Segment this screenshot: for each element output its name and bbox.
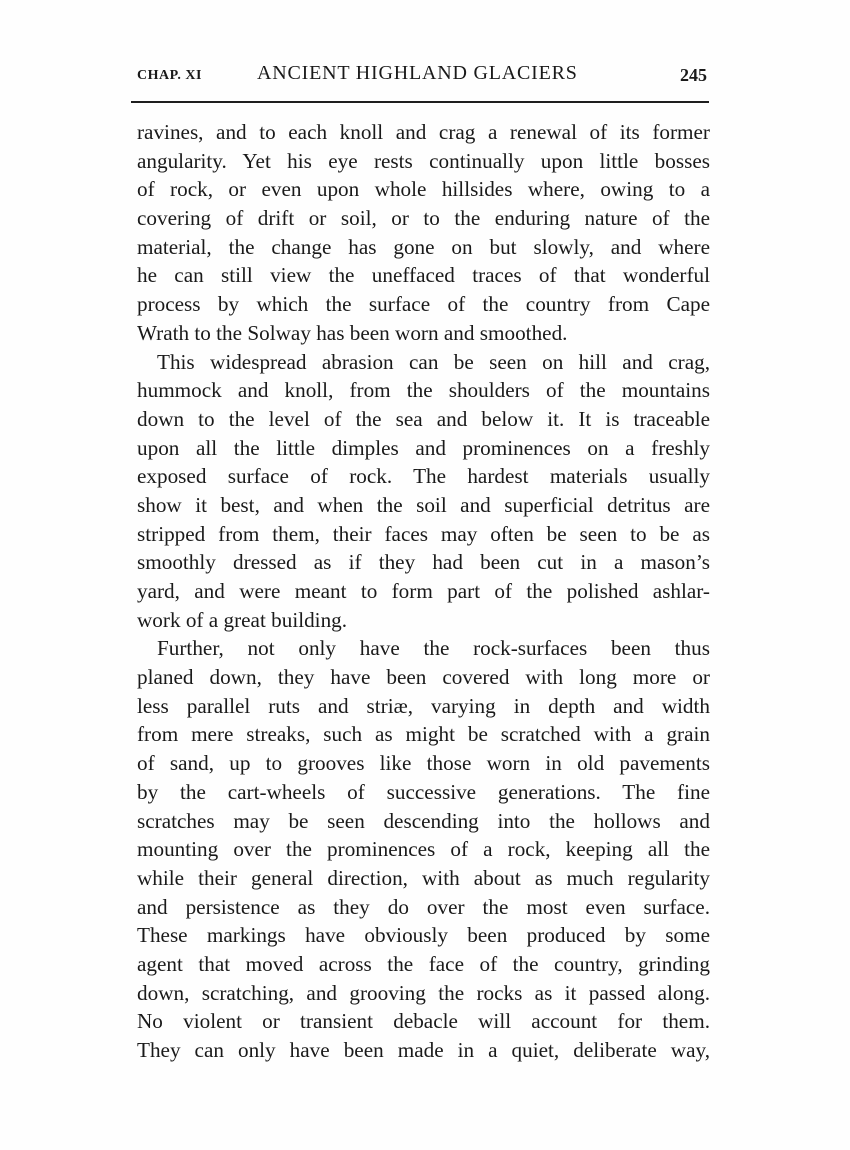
running-head [137,62,709,90]
text-line: process by which the surface of the country from Cape [137,292,710,317]
text-line: planed down, they have been covered with long more or [137,665,710,690]
paragraph [137,118,710,348]
paragraph [137,634,710,1064]
paragraph [137,348,710,635]
text-line: he can still view the uneffaced traces of that wonderful [137,263,710,288]
text-line: Wrath to the Solway has been worn and smoothed. [137,320,568,345]
chapter-title: ANCIENT HIGHLAND GLACIERS [257,62,578,84]
text-line: angularity. Yet his eye rests continually upon little bosses [137,148,710,173]
text-line: upon all the little dimples and prominences on a freshly [137,435,710,460]
text-line: down, scratching, and grooving the rocks as it passed along. [137,980,710,1005]
text-line: yard, and were meant to form part of the polished ashlar- [137,579,710,603]
text-line: Further, not only have the rock-surfaces been thus [157,636,710,661]
text-line: down to the level of the sea and below it. It is traceable [137,406,710,431]
text-line: mounting over the prominences of a rock, keeping all the [137,837,710,862]
text-line: smoothly dressed as if they had been cut in a mason’s [137,550,710,575]
chapter-label: CHAP. XI [137,68,202,83]
text-line: They can only have been made in a quiet, deliberate way, [137,1038,710,1062]
text-line: These markings have obviously been produced by some [137,923,710,948]
text-line: No violent or transient debacle will account for them. [137,1009,710,1034]
text-line: scratches may be seen descending into the hollows and [137,808,710,833]
text-line: agent that moved across the face of the country, grinding [137,951,710,976]
text-line: and persistence as they do over the most even surface. [137,894,710,919]
text-line: work of a great building. [137,607,348,632]
text-line: stripped from them, their faces may often be seen to be as [137,521,710,546]
header-rule [131,101,709,103]
text-line: covering of drift or soil, or to the enduring nature of the [137,206,710,231]
text-line: ravines, and to each knoll and crag a renewal of its former [137,120,710,144]
text-line: from mere streaks, such as might be scratched with a grain [137,722,710,747]
body-text [137,118,710,1065]
text-line: while their general direction, with about as much regularity [137,865,710,890]
text-line: show it best, and when the soil and superficial detritus are [137,492,710,517]
page-number: 245 [680,65,707,85]
text-line: hummock and knoll, from the shoulders of the mountains [137,378,710,403]
text-line: of sand, up to grooves like those worn in old pavements [137,751,710,776]
text-line: material, the change has gone on but slowly, and where [137,234,710,259]
text-line: of rock, or even upon whole hillsides where, owing to a [137,177,710,202]
text-line: exposed surface of rock. The hardest materials usually [137,464,710,489]
text-line: by the cart-wheels of successive generations. The fine [137,779,710,804]
text-line: This widespread abrasion can be seen on hill and crag, [157,349,710,374]
text-line: less parallel ruts and striæ, varying in depth and width [137,693,710,718]
